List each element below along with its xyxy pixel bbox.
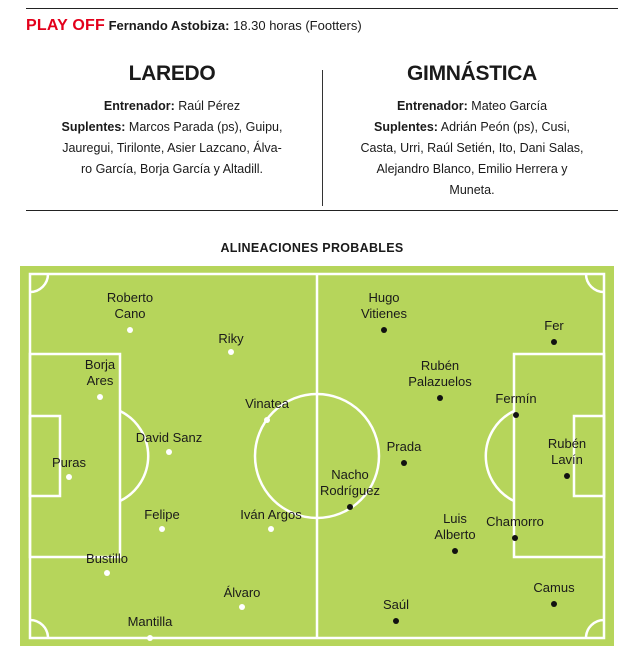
home-player-marker — [228, 349, 234, 355]
home-player-marker — [239, 604, 245, 610]
player-name-line1: Hugo — [368, 290, 400, 305]
player-name-line1: Puras — [52, 455, 86, 470]
player-name-line1: Felipe — [144, 507, 180, 522]
away-player-name — [380, 358, 500, 390]
corner-arc-bottom-left — [30, 620, 48, 638]
away-player-name — [494, 580, 614, 596]
away-player-name — [507, 436, 624, 468]
away-subs-text1: Adrián Peón (ps), Cusi, — [440, 120, 570, 134]
away-player-name — [290, 467, 410, 499]
corner-arc-bottom-right — [586, 620, 604, 638]
home-team-info — [26, 62, 318, 180]
player-name-line2: Ares — [86, 373, 114, 388]
away-player-marker — [401, 460, 407, 466]
player-name-line2: Palazuelos — [408, 374, 472, 389]
player-name-line1: Mantilla — [127, 614, 173, 629]
away-player-name — [344, 439, 464, 455]
team-divider — [322, 70, 323, 206]
away-player-marker — [393, 618, 399, 624]
home-subs-line2: Jauregui, Tirilonte, Asier Lazcano, Álva- — [62, 141, 282, 155]
player-name-line1: Fer — [544, 318, 564, 333]
away-team-name: GIMNÁSTICA — [407, 62, 537, 85]
match-header — [26, 17, 362, 35]
top-rule — [26, 8, 618, 9]
play-off-tag: PLAY OFF — [26, 17, 105, 34]
player-name-line1: Riky — [218, 331, 244, 346]
away-coach-name: Mateo García — [471, 99, 548, 113]
player-name-line1: David Sanz — [135, 430, 203, 445]
away-player-marker — [452, 548, 458, 554]
player-name-line1: Chamorro — [486, 514, 544, 529]
player-name-line2: Alberto — [434, 527, 476, 542]
away-player-marker — [551, 339, 557, 345]
home-player-marker — [127, 327, 133, 333]
away-subs-line1 — [326, 117, 618, 138]
player-name-line2: Cano — [114, 306, 146, 321]
home-player-name — [9, 455, 129, 471]
away-player-name — [324, 290, 444, 322]
home-player-name — [102, 507, 222, 523]
home-player-marker — [97, 394, 103, 400]
home-coach-label: Entrenador: — [103, 99, 175, 113]
away-player-name — [336, 597, 456, 613]
away-player-marker — [513, 412, 519, 418]
home-player-name — [109, 430, 229, 446]
home-player-marker — [264, 417, 270, 423]
away-subs-label: Suplentes: — [374, 120, 438, 134]
home-coach-name: Raúl Pérez — [178, 99, 241, 113]
away-player-marker — [551, 601, 557, 607]
away-subs-line4: Muneta. — [449, 183, 495, 197]
player-name-line1: Vinatea — [245, 396, 289, 411]
home-subs-line3: ro García, Borja García y Altadill. — [80, 162, 263, 176]
player-name-line2: Rodríguez — [320, 483, 380, 498]
player-name-line2: Vitienes — [360, 306, 407, 321]
home-player-name — [211, 507, 331, 523]
player-name-line1: Prada — [386, 439, 422, 454]
home-coach-line — [26, 96, 318, 117]
lineups-title: ALINEACIONES PROBABLES — [220, 241, 404, 255]
away-coach-label: Entrenador: — [396, 99, 468, 113]
referee-name: Fernando Astobiza: — [108, 18, 230, 33]
bottom-rule — [26, 210, 618, 211]
player-name-line1: Rubén — [420, 358, 460, 373]
home-subs-line1 — [26, 117, 318, 138]
home-player-name — [70, 290, 190, 322]
player-name-line1: Rubén — [547, 436, 587, 451]
player-name-line1: Nacho — [331, 467, 369, 482]
home-team-name: LAREDO — [128, 62, 216, 85]
away-subs-line2: Casta, Urri, Raúl Setién, Ito, Dani Salas, — [360, 141, 584, 155]
home-player-name — [182, 585, 302, 601]
away-player-name — [456, 391, 576, 407]
home-player-marker — [104, 570, 110, 576]
home-player-name — [40, 357, 160, 389]
away-player-marker — [437, 395, 443, 401]
home-player-name — [207, 396, 327, 412]
player-name-line2: Lavín — [551, 452, 583, 467]
player-name-line1: Roberto — [106, 290, 154, 305]
player-name-line1: Luis — [443, 511, 467, 526]
home-player-name — [90, 614, 210, 630]
away-team-info — [326, 62, 618, 201]
player-name-line1: Camus — [533, 580, 575, 595]
player-name-line1: Álvaro — [223, 585, 261, 600]
player-name-line1: Borja — [84, 357, 116, 372]
away-player-marker — [512, 535, 518, 541]
home-player-marker — [66, 474, 72, 480]
home-subs-text1: Marcos Parada (ps), Guipu, — [128, 120, 283, 134]
player-name-line1: Bustillo — [86, 551, 128, 566]
corner-arc-top-left — [30, 274, 48, 292]
player-name-line1: Saúl — [382, 597, 410, 612]
player-name-line1: Iván Argos — [240, 507, 302, 522]
away-player-name — [494, 318, 614, 334]
player-name-line1: Fermín — [495, 391, 537, 406]
home-subs-label: Suplentes: — [61, 120, 126, 134]
away-player-marker — [347, 504, 353, 510]
away-subs-line3: Alejandro Blanco, Emilio Herrera y — [376, 162, 568, 176]
match-details: 18.30 horas (Footters) — [233, 18, 362, 33]
away-coach-line — [326, 96, 618, 117]
home-player-marker — [166, 449, 172, 455]
away-player-name — [455, 514, 575, 530]
home-player-name — [171, 331, 291, 347]
home-player-marker — [159, 526, 165, 532]
away-player-marker — [381, 327, 387, 333]
home-player-marker — [147, 635, 153, 641]
home-player-marker — [268, 526, 274, 532]
corner-arc-top-right — [586, 274, 604, 292]
away-player-marker — [564, 473, 570, 479]
home-player-name — [47, 551, 167, 567]
